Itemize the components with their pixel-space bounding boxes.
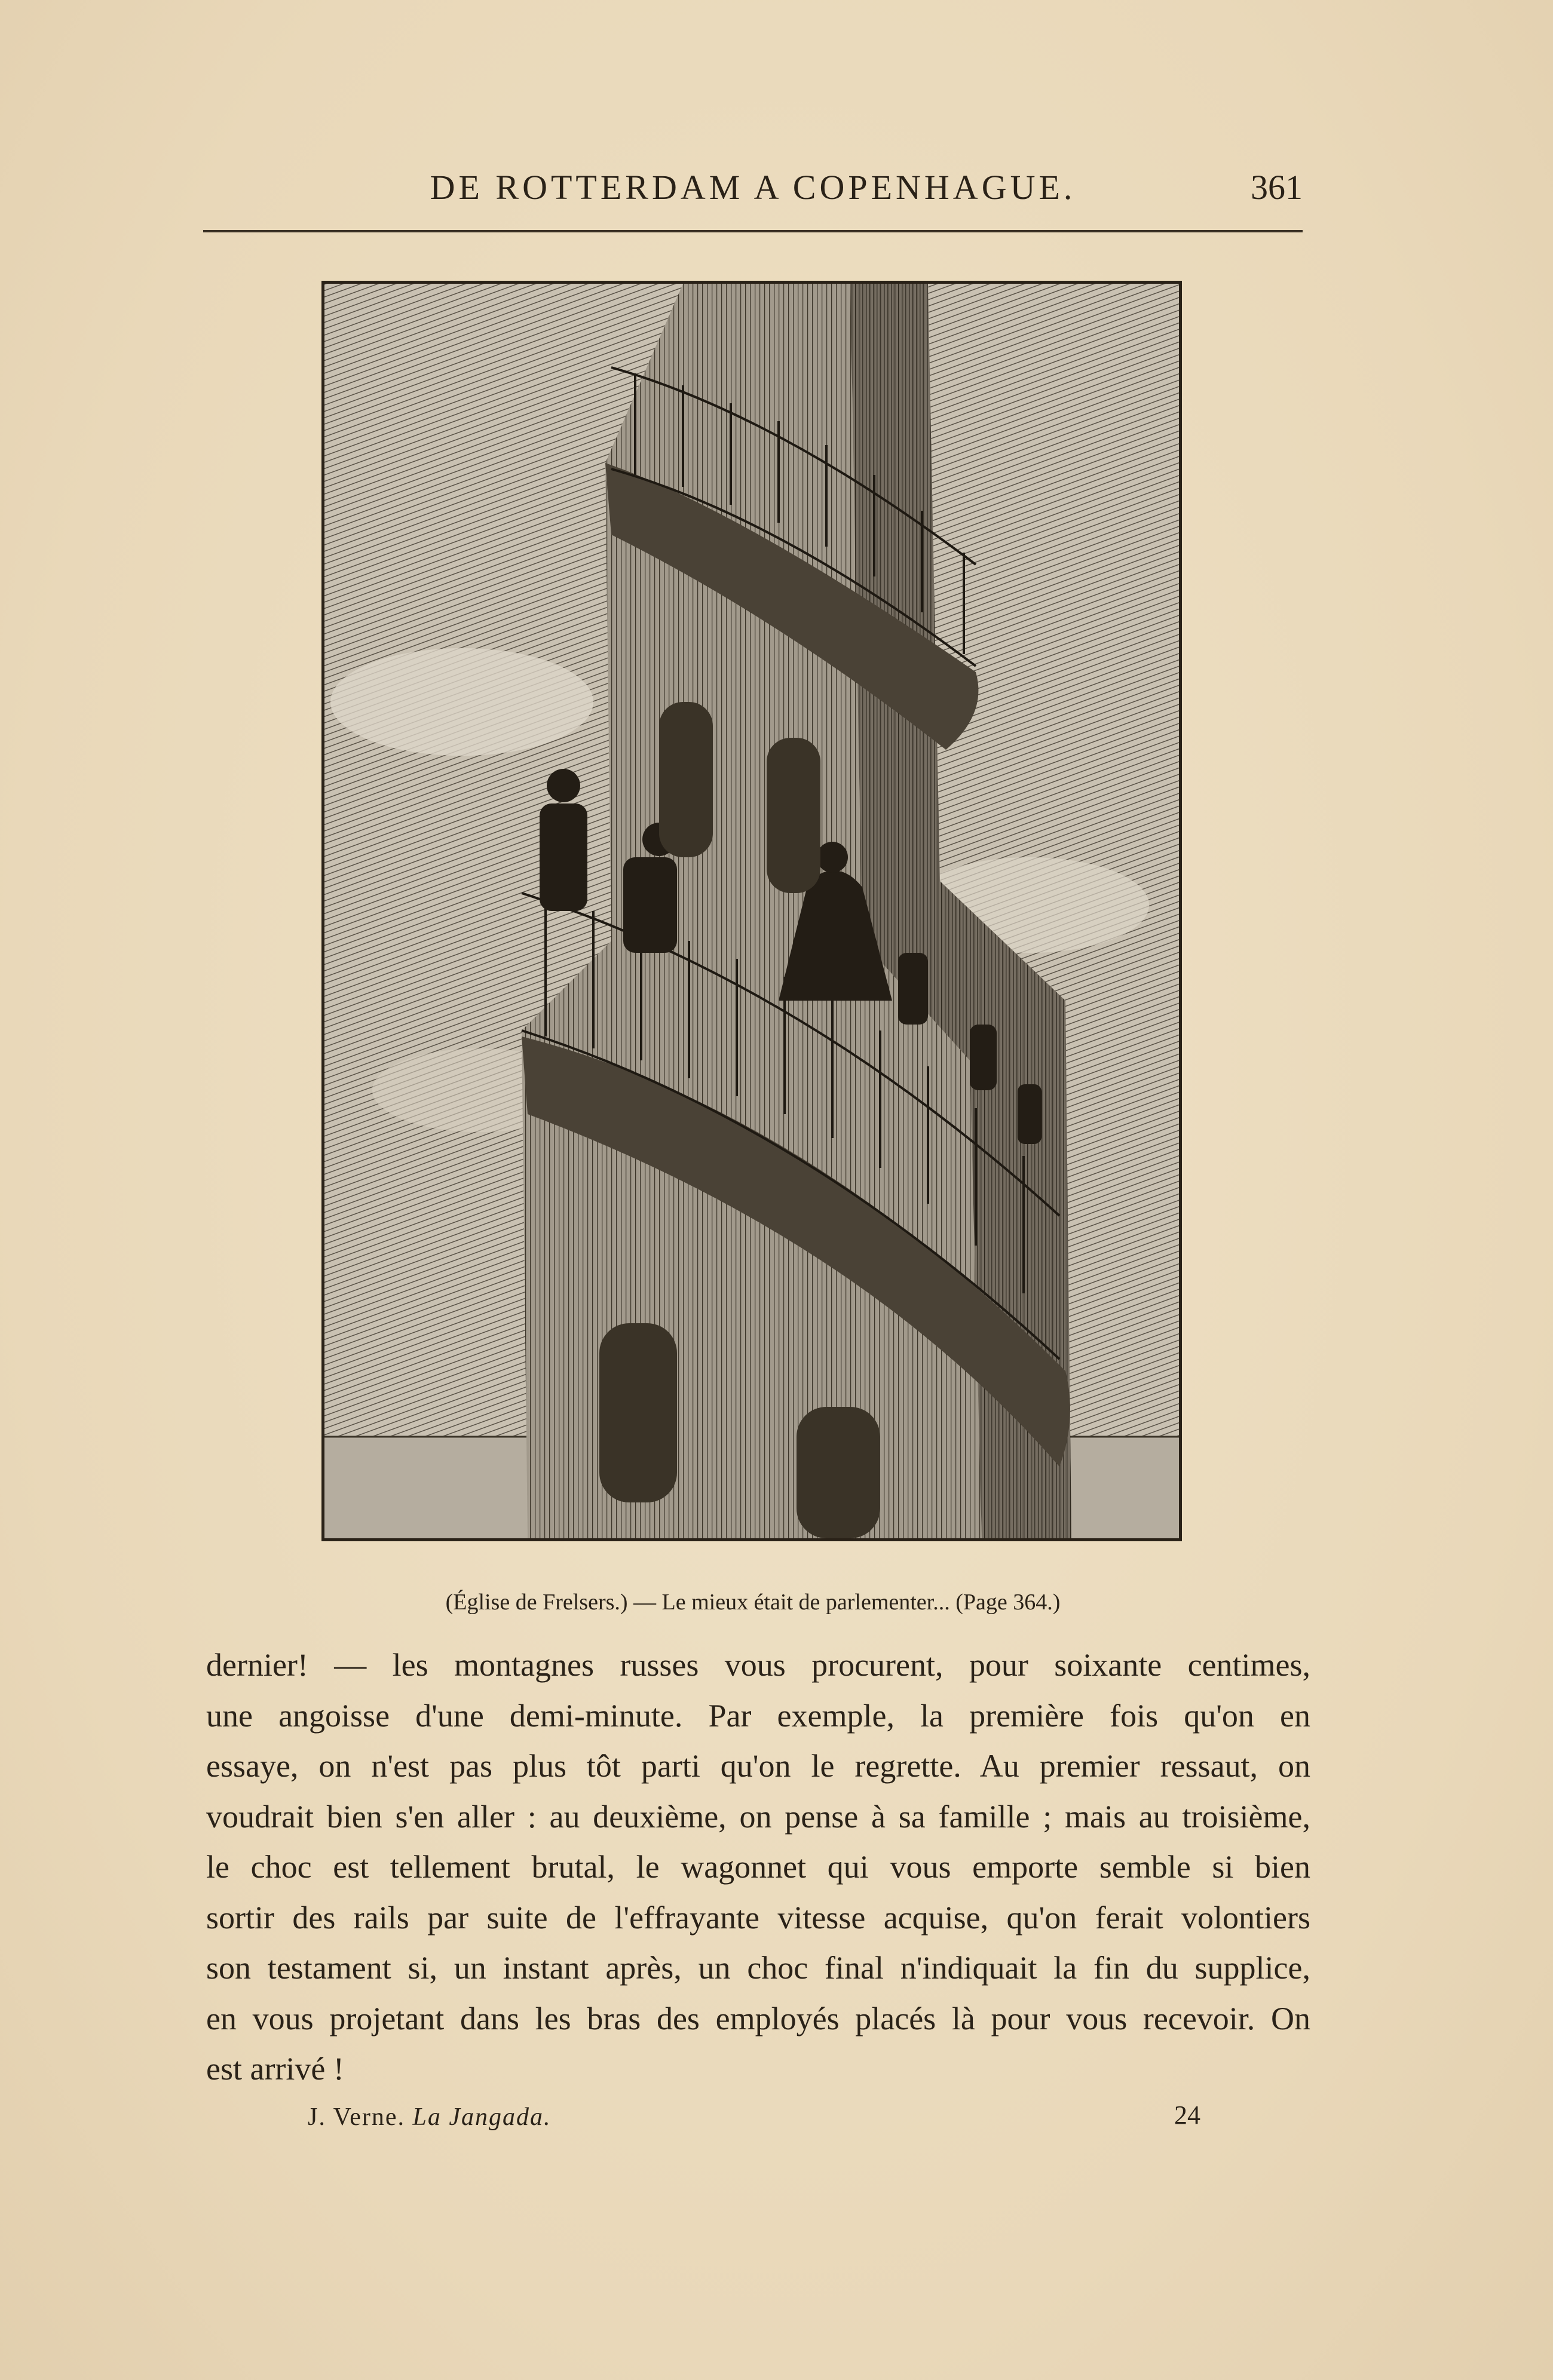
page-header (203, 167, 1303, 215)
header-rule (203, 230, 1303, 232)
body-line: voudrait bien s'en aller : au deuxième, on pense à sa famille ; mais au troisième, (206, 1798, 1310, 1835)
footer-book-title: La Jangada. (412, 2103, 552, 2131)
body-line: est arrivé ! (206, 2051, 344, 2087)
body-line: en vous projetant dans les bras des employés placés là pour vous recevoir. On (206, 2000, 1310, 2037)
engraving-svg (324, 284, 1179, 1538)
body-line: le choc est tellement brutal, le wagonnet qui vous emporte semble si bien (206, 1849, 1310, 1885)
page-number: 361 (1251, 168, 1303, 207)
engraving-illustration (321, 281, 1182, 1541)
running-title: DE ROTTERDAM A COPENHAGUE. (430, 168, 1076, 207)
cloud (330, 648, 593, 756)
footer-author: J. Verne. (308, 2103, 406, 2131)
body-text (206, 1640, 1310, 2094)
body-line: une angoisse d'une demi-minute. Par exemple, la première fois qu'on en (206, 1697, 1310, 1734)
body-line: essaye, on n'est pas plus tôt parti qu'on le regrette. Au premier ressaut, on (206, 1748, 1310, 1784)
footer-signature (308, 2103, 552, 2131)
body-line: son testament si, un instant après, un choc final n'indiquait la fin du supplice, (206, 1950, 1310, 1986)
signature-mark: 24 (1174, 2100, 1200, 2130)
illustration-caption: (Église de Frelsers.) — Le mieux était de parlementer... (Page 364.) (445, 1590, 1061, 1615)
body-line: sortir des rails par suite de l'effrayante vitesse acquise, qu'on ferait volontiers (206, 1899, 1310, 1936)
body-line: dernier! — les montagnes russes vous procurent, pour soixante centimes, (206, 1647, 1310, 1683)
